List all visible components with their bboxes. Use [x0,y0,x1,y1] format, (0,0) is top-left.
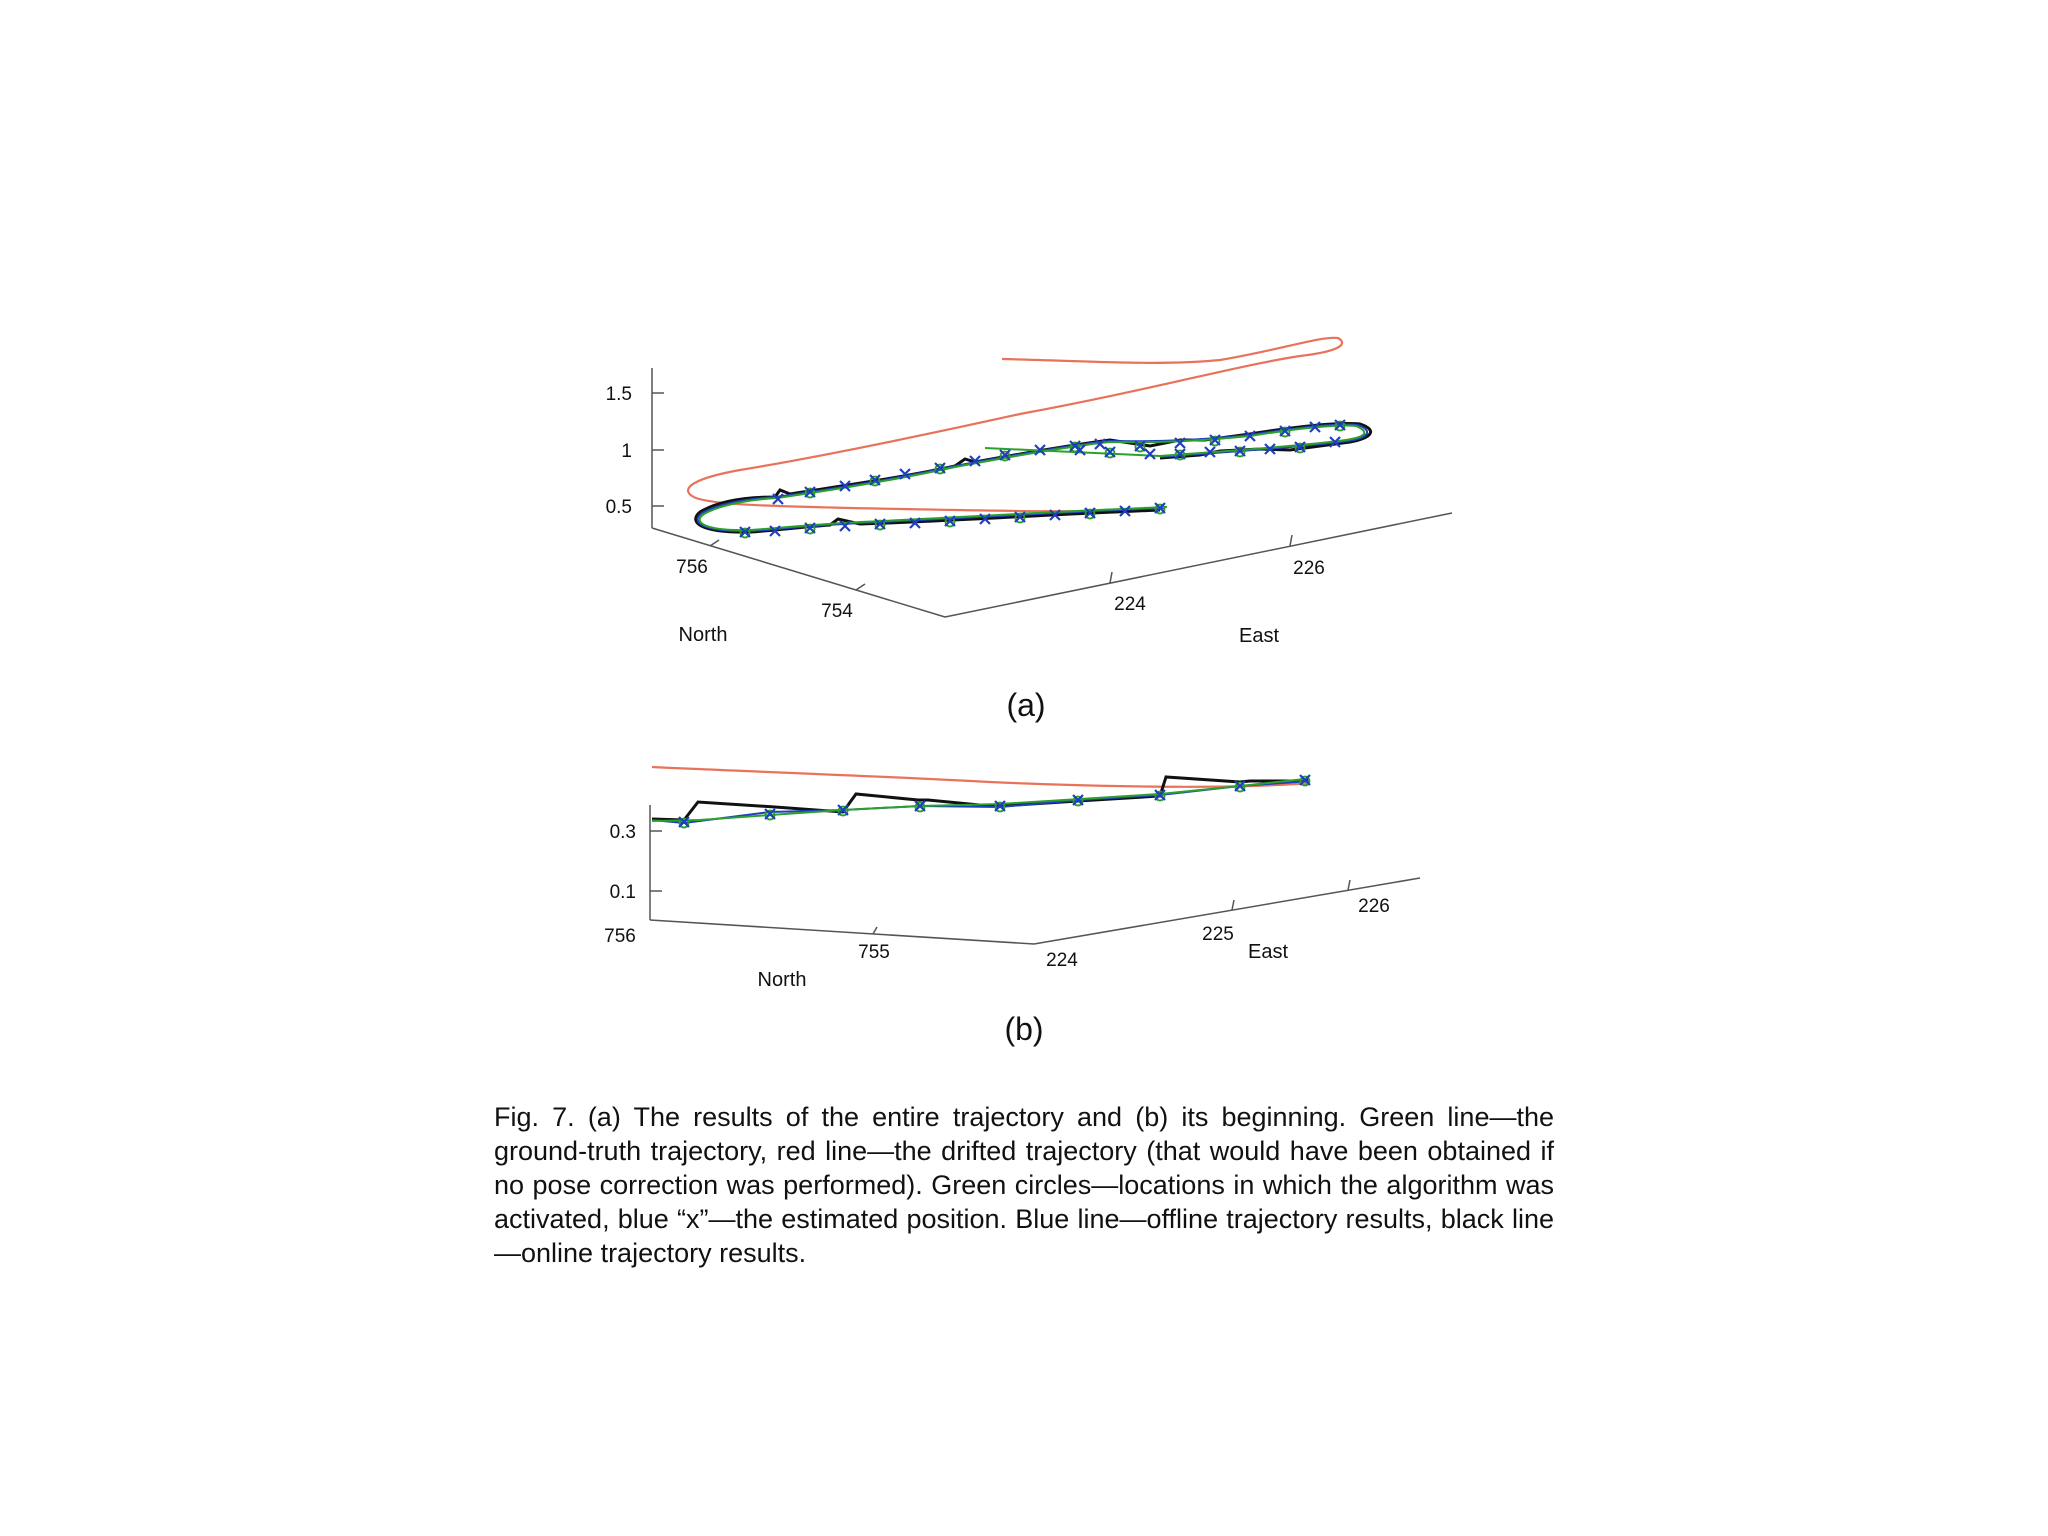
panel-b-drifted-trajectory [652,767,1310,787]
panel-b [604,767,1420,991]
panel-b-north-tick: 755 [858,942,890,963]
panel-b-north-tick: 756 [604,926,636,947]
panel-a-east-tick: 224 [1114,594,1146,615]
panel-a-z-tick: 1 [621,441,632,462]
panel-b-z-tick: 0.3 [609,822,636,843]
estimated-position-x [1145,449,1155,459]
panel-a-online-trajectory [696,423,1371,532]
panel-a-north-tick: 754 [821,601,853,622]
panel-b-north-axis [650,920,1034,944]
panel-b-east-tick: 226 [1358,896,1390,917]
panel-a [606,338,1452,647]
panel-a-z-tick: 0.5 [605,497,632,518]
figure-caption: Fig. 7. (a) The results of the entire trajectory and (b) its beginning. Green line—the ground-truth trajectory, red line—the drifted trajectory (that would have been obtained if no pose correction was performed). Green circles—locations in which the algorithm was activated, blue “x”—the estimated position. Blue line—offline trajectory results, black line—online trajectory results. [494,1102,1554,1268]
panel-a-label: (a) [1006,687,1046,723]
panel-a-offline-trajectory [698,424,1367,531]
panel-a-north-tick: 756 [676,557,708,578]
panel-b-label: (b) [1004,1011,1044,1047]
panel-a-z-tick: 1.5 [605,384,632,405]
panel-a-east-label: East [1238,625,1280,647]
panel-b-z-tick: 0.1 [609,882,636,903]
panel-b-east-tick: 225 [1202,924,1234,945]
panel-a-axes [652,368,1452,617]
panel-b-east-label: East [1247,941,1289,963]
panel-a-markers [740,420,1345,538]
panel-a-east-tick: 226 [1293,558,1325,579]
panel-a-drifted-trajectory [688,338,1342,511]
panel-b-axes [650,805,1420,944]
panel-b-east-tick: 224 [1046,950,1078,971]
panel-a-east-axis [945,513,1452,617]
panel-a-north-label: North [678,624,728,646]
panel-b-north-label: North [757,969,807,991]
